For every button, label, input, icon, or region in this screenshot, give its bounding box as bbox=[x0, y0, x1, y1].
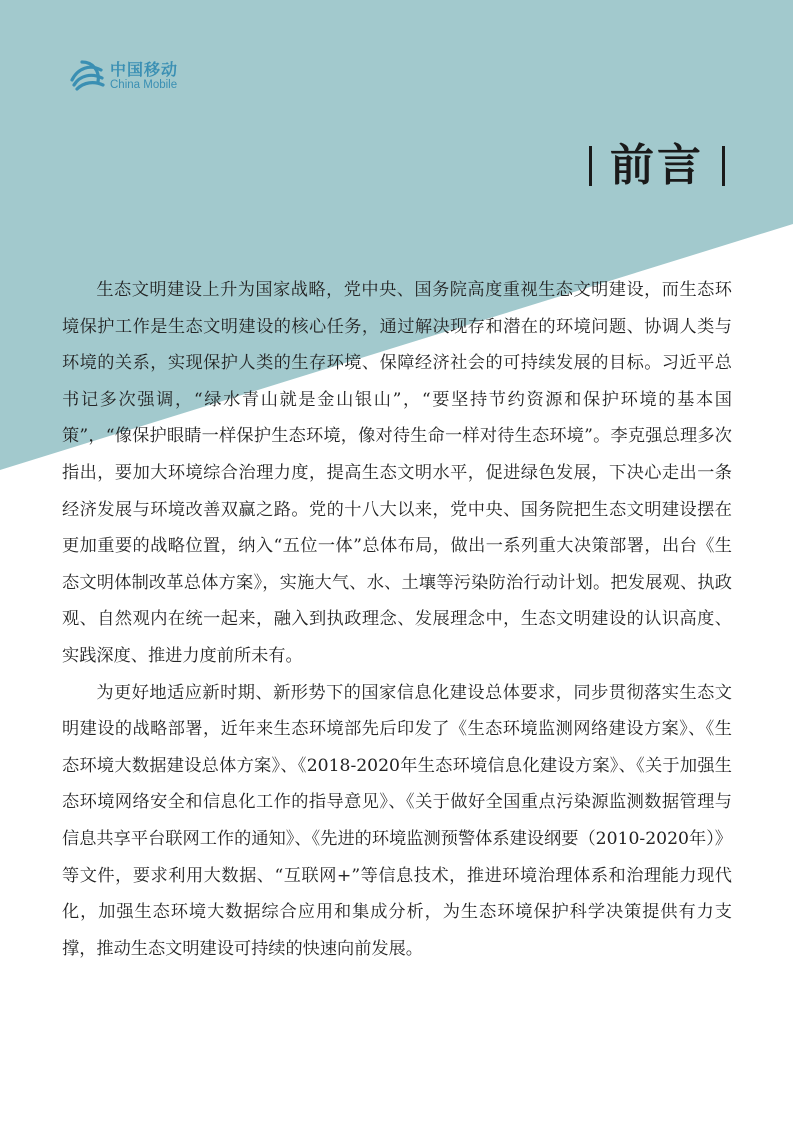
title-right-bar bbox=[722, 146, 725, 186]
logo-name-en: China Mobile bbox=[110, 79, 178, 92]
china-mobile-logo bbox=[68, 58, 178, 96]
logo-name-cn: 中国移动 bbox=[110, 60, 179, 80]
china-mobile-logo-icon bbox=[68, 58, 106, 96]
page-title-block bbox=[589, 140, 725, 192]
body-text bbox=[62, 272, 732, 967]
paragraph-2: 为更好地适应新时期、新形势下的国家信息化建设总体要求，同步贯彻落实生态文明建设的战略部署，近年来生态环境部先后印发了《生态环境监测网络建设方案》、《生态环境大数据建设总体方案》、《2018-2020年生态环境信息化建设方案》、《关于加强生态环境网络安全和信息化工作的指导意见》、《关于做好全国重点污染源监测数据管理与信息共享平台联网工作的通知》、《先进的环境监测预警体系建设纲要（2010-2020年）》等文件，要求利用大数据、“互联网+”等信息技术，推进环境治理体系和治理能力现代化，加强生态环境大数据综合应用和集成分析，为生态环境保护科学决策提供有力支撑，推动生态文明建设可持续的快速向前发展。 bbox=[62, 682, 732, 959]
page-title: 前言 bbox=[610, 140, 704, 191]
paragraph-1: 生态文明建设上升为国家战略，党中央、国务院高度重视生态文明建设，而生态环境保护工作是生态文明建设的核心任务，通过解决现存和潜在的环境问题、协调人类与环境的关系，实现保护人类的生存环境、保障经济社会的可持续发展的目标。习近平总书记多次强调，“绿水青山就是金山银山”，“要坚持节约资源和保护环境的基本国策”，“像保护眼睛一样保护生态环境，像对待生命一样对待生态环境”。李克强总理多次指出，要加大环境综合治理力度，提高生态文明水平，促进绿色发展，下决心走出一条经济发展与环境改善双赢之路。党的十八大以来，党中央、国务院把生态文明建设摆在更加重要的战略位置，纳入“五位一体”总体布局，做出一系列重大决策部署，出台《生态文明体制改革总体方案》，实施大气、水、土壤等污染防治行动计划。把发展观、执政观、自然观内在统一起来，融入到执政理念、发展理念中，生态文明建设的认识高度、实践深度、推进力度前所未有。 bbox=[62, 280, 732, 666]
title-left-bar bbox=[589, 146, 592, 186]
